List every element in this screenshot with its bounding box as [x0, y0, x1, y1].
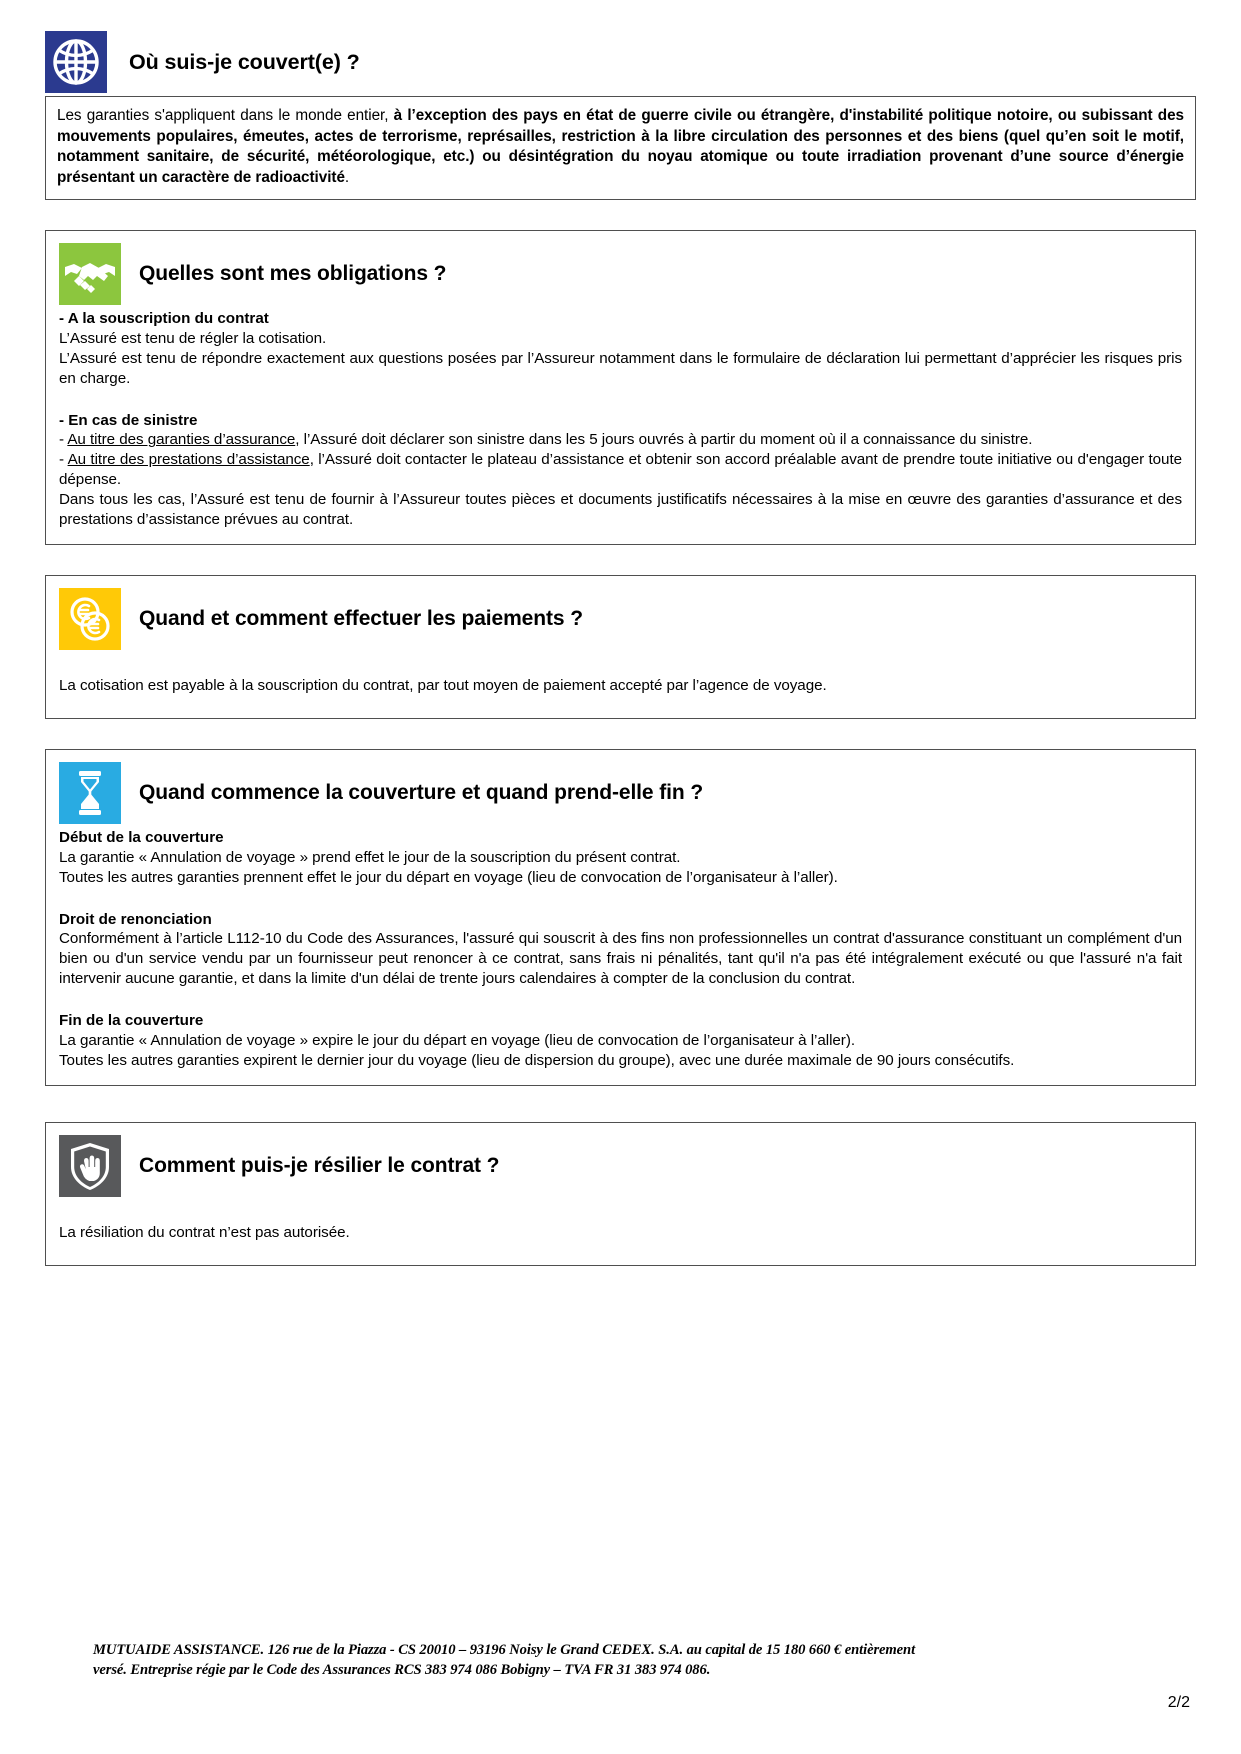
obligations-claim-item-2-underlined: Au titre des prestations d’assistance: [67, 451, 310, 469]
coverage-scope-panel: [45, 96, 1196, 200]
dash-2: -: [59, 451, 68, 469]
payments-panel: [45, 575, 1196, 719]
coverage-end-heading: Fin de la couverture: [59, 1012, 204, 1030]
section-title-coverage-period: Quand commence la couverture et quand prend-elle fin ?: [139, 780, 704, 804]
coverage-period-panel: [45, 749, 1196, 1086]
termination-body-text: La résiliation du contrat n’est pas autorisée.: [59, 1223, 350, 1241]
shield-hand-icon: [59, 1135, 121, 1197]
obligations-subscription-line-2: L’Assuré est tenu de répondre exactement aux questions posées par l’Assureur notamment dans le formulaire de déclaration lui permettant d’apprécier les risques pris en charge.: [59, 349, 1182, 387]
coins-euro-icon: [59, 588, 121, 650]
footer-legal-line-2: versé. Entreprise régie par le Code des Assurances RCS 383 974 086 Bobigny – TVA FR 31 383 974 086.: [93, 1661, 711, 1678]
obligations-subscription-line-1: L’Assuré est tenu de régler la cotisation.: [59, 329, 327, 347]
handshake-icon: [59, 243, 121, 305]
globe-icon: [45, 31, 107, 93]
section-header-payments: [59, 588, 1182, 650]
page-title: Où suis-je couvert(e) ?: [129, 49, 360, 74]
section-title-obligations: Quelles sont mes obligations ?: [139, 261, 447, 285]
coverage-start-line-2: Toutes les autres garanties prennent effet le jour du départ en voyage (lieu de convocation de l’organisateur à l’aller).: [59, 868, 838, 886]
withdrawal-right-heading: Droit de renonciation: [59, 910, 212, 928]
obligations-subscription-heading: - A la souscription du contrat: [59, 309, 269, 327]
coverage-scope-exception: à l’exception des pays en état de guerre civile ou étrangère, d'instabilité politique notoire, ou subissant des mouvements populaires, émeutes, actes de terrorisme, représailles, restriction à la libre circulation des personnes et des biens (quel qu’en soit le motif, notamment sanitaire, de sécurité, météorologique, etc.) ou désintégration du noyau atomique ou toute irradiation provenant d’une source d’énergie présentant un caractère de radioactivité: [57, 107, 1184, 187]
section-header-ou-suis-je-couvert: [45, 0, 1196, 78]
obligations-claim-item-1: [59, 430, 1182, 450]
section-title-payments: Quand et comment effectuer les paiements ?: [139, 606, 583, 630]
obligations-claim-item-1-rest: , l’Assuré doit déclarer son sinistre dans les 5 jours ouvrés à partir du moment où il a connaissance du sinistre.: [295, 431, 1033, 449]
coverage-end-line-1: La garantie « Annulation de voyage » expire le jour du départ en voyage (lieu de convocation de l’organisateur à l’aller).: [59, 1032, 855, 1050]
payments-body-text: La cotisation est payable à la souscription du contrat, par tout moyen de paiement accepté par l’agence de voyage.: [59, 676, 827, 694]
obligations-claim-heading: - En cas de sinistre: [59, 411, 198, 429]
obligations-panel: [45, 230, 1196, 545]
coverage-start-heading: Début de la couverture: [59, 828, 224, 846]
termination-panel: [45, 1122, 1196, 1266]
section-title-termination: Comment puis-je résilier le contrat ?: [139, 1153, 500, 1177]
section-header-obligations: [59, 243, 1182, 305]
withdrawal-right-body: Conformément à l’article L112-10 du Code des Assurances, l'assuré qui souscrit à des fins non professionnelles un contrat d'assurance constituant un complément d'un bien ou d'un service vendu par un fournisseur peut renoncer à ce contrat, sans frais ni pénalités, tant qu'il n'a pas été intégralement exécuté ou que l'assuré n'a fait intervenir aucune garantie, et dans la limite d'un délai de trente jours calendaires à compter de la conclusion du contrat.: [59, 930, 1182, 988]
coverage-scope-tail: .: [344, 169, 350, 187]
dash-1: -: [59, 431, 68, 449]
page-footer: [45, 1640, 1196, 1712]
section-header-coverage-period: [59, 762, 1182, 824]
hourglass-icon: [59, 762, 121, 824]
coverage-start-line-1: La garantie « Annulation de voyage » prend effet le jour de la souscription du présent contrat.: [59, 848, 681, 866]
page-number: 2/2: [1167, 1694, 1190, 1711]
coverage-end-line-2: Toutes les autres garanties expirent le dernier jour du voyage (lieu de dispersion du groupe), avec une durée maximale de 90 jours consécutifs.: [59, 1052, 1015, 1069]
obligations-claim-item-1-underlined: Au titre des garanties d’assurance: [67, 431, 296, 449]
obligations-claim-item-2-rest: , l’Assuré doit contacter le plateau d’assistance et obtenir son accord préalable avant de prendre toute initiative ou d'engager toute dépense.: [59, 451, 1183, 489]
obligations-claim-item-3: Dans tous les cas, l’Assuré est tenu de fournir à l’Assureur toutes pièces et documents justificatifs nécessaires à la mise en œuvre des garanties d’assurance et des prestations d’assistance prévues au contrat.: [59, 491, 1182, 529]
section-header-termination: [59, 1135, 1182, 1197]
obligations-claim-item-2: [59, 450, 1182, 490]
footer-legal-line-1: MUTUAIDE ASSISTANCE. 126 rue de la Piazza - CS 20010 – 93196 Noisy le Grand CEDEX. S.A. au capital de 15 180 660 € entièrement: [93, 1641, 916, 1658]
coverage-scope-lead: Les garanties s'appliquent dans le monde entier,: [57, 107, 394, 124]
coverage-scope-text: [57, 106, 1184, 189]
